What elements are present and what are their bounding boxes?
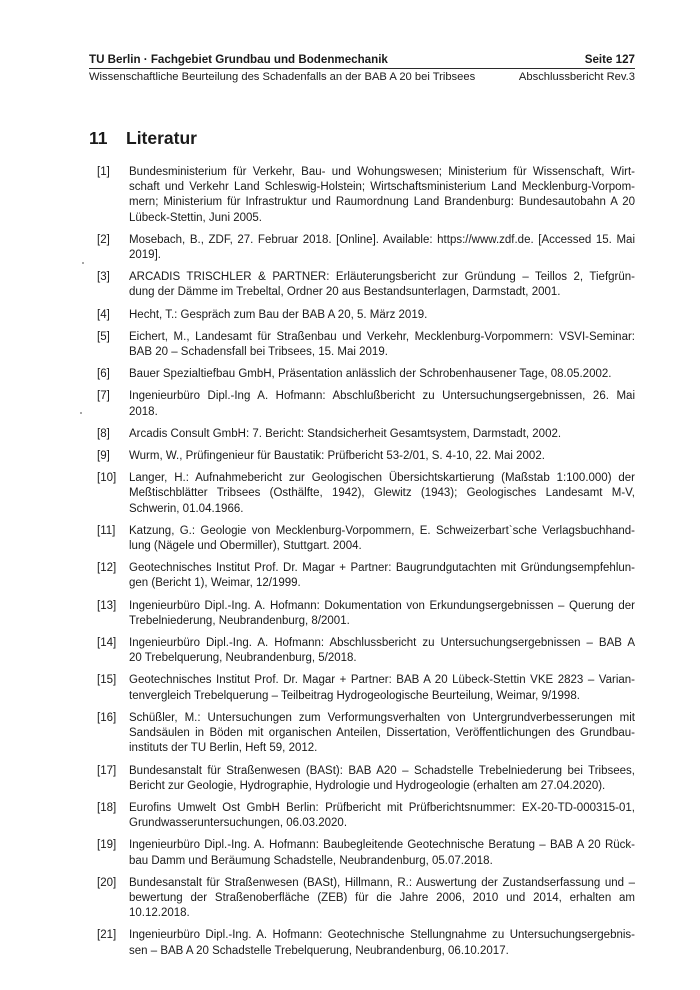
reference-label: [19] [97, 839, 117, 852]
reference-line: Bundesanstalt für Straßenwesen (BASt), Hillmann, R.: Auswertung der Zustandserfassung und – [129, 876, 635, 889]
reference-line: Schüßler, M.: Untersuchungen zum Verformungsverhalten von Untergrundverbesserungen mit [129, 711, 635, 724]
reference-label: [18] [97, 801, 117, 814]
reference-text [129, 524, 635, 554]
reference-label: [13] [97, 599, 117, 612]
reference-item [97, 599, 635, 629]
reference-line: Sandsäulen in Böden mit organischen Anteilen, Dissertation, Veröffentlichungen des Grundbau- [129, 727, 635, 740]
page-header [89, 52, 635, 84]
reference-label: [10] [97, 472, 117, 485]
reference-text [129, 308, 635, 323]
reference-line: Arcadis Consult GmbH: 7. Bericht: Standsicherheit Gesamtsystem, Darmstadt, 2002. [129, 427, 562, 440]
reference-item [97, 449, 635, 464]
section-heading [89, 128, 197, 149]
reference-line: Eichert, M., Landesamt für Straßenbau und Verkehr, Mecklenburg-Vorpommern: VSVI-Seminar: [129, 330, 635, 343]
reference-line: dung der Dämme im Trebeltal, Ordner 20 aus Bestandsunterlagen, Darmstadt, 2001. [129, 286, 561, 299]
reference-item [97, 764, 635, 794]
reference-item [97, 389, 635, 419]
reference-line: Ingenieurbüro Dipl.-Ing. A. Hofmann: Abschlussbericht zu Untersuchungsergebnissen – BAB A [129, 637, 635, 650]
header-report-version: Abschlussbericht Rev.3 [518, 71, 635, 83]
reference-line: 2018. [129, 405, 158, 418]
reference-line: sen – BAB A 20 Schadstelle Trebelquerung, Neubrandenburg, 06.10.2017. [129, 944, 509, 957]
reference-label: [17] [97, 764, 117, 777]
reference-text [129, 711, 635, 757]
reference-label: [2] [97, 233, 110, 246]
reference-label: [21] [97, 929, 117, 942]
reference-item [97, 838, 635, 868]
reference-line: instituts der TU Berlin, Heft 59, 2012. [129, 742, 318, 755]
reference-line: Ingenieurbüro Dipl.-Ing A. Hofmann: Abschlußbericht zu Untersuchungsergebnissen, 26. Mai [129, 390, 635, 403]
reference-label: [12] [97, 562, 117, 575]
reference-line: Bauer Spezialtiefbau GmbH, Präsentation anlässlich der Schrobenhausener Tage, 08.05.2002. [129, 368, 612, 381]
reference-text [129, 561, 635, 591]
reference-line: BAB 20 – Schadensfall bei Tribsees, 15. Mai 2019. [129, 346, 388, 359]
scan-artifact [80, 412, 82, 414]
reference-text [129, 801, 635, 831]
reference-item [97, 270, 635, 300]
reference-list [97, 165, 635, 966]
reference-text [129, 471, 635, 517]
reference-line: ARCADIS TRISCHLER & PARTNER: Erläuterungsbericht zur Gründung – Teillos 2, Tiefgrün- [129, 271, 635, 284]
reference-line: mern; Ministerium für Infrastruktur und Raumordnung Land Brandenburg: Bundesautobahn A 20 [129, 196, 635, 209]
reference-line: gen (Bericht 1), Weimar, 12/1999. [129, 577, 301, 590]
reference-line: Ingenieurbüro Dipl.-Ing. A. Hofmann: Geotechnische Stellungnahme zu Untersuchungsergebnis- [129, 929, 635, 942]
reference-label: [6] [97, 368, 110, 381]
reference-item [97, 876, 635, 922]
header-page-number: Seite 127 [584, 53, 635, 66]
reference-label: [14] [97, 637, 117, 650]
reference-line: Bundesministerium für Verkehr, Bau- und Wohungswesen; Ministerium für Wissenschaft, Wirt- [129, 166, 635, 178]
reference-item [97, 711, 635, 757]
section-number: 11 [89, 128, 108, 148]
reference-line: Hecht, T.: Gespräch zum Bau der BAB A 20, 5. März 2019. [129, 308, 428, 321]
reference-line: Schwerin, 01.04.1966. [129, 502, 244, 515]
reference-item [97, 673, 635, 703]
reference-line: lung (Nägele und Obermiller), Stuttgart. 2004. [129, 540, 362, 553]
reference-label: [8] [97, 427, 110, 440]
reference-item [97, 561, 635, 591]
reference-line: Mosebach, B., ZDF, 27. Februar 2018. [Online]. Available: https://www.zdf.de. [Accessed 15. Mai [129, 233, 635, 246]
reference-line: Lübeck-Stettin, Juni 2005. [129, 211, 262, 224]
reference-item [97, 928, 635, 958]
reference-text [129, 165, 635, 226]
section-title: Literatur [126, 128, 197, 148]
reference-label: [11] [97, 524, 116, 537]
reference-label: [16] [97, 711, 117, 724]
reference-item [97, 233, 635, 263]
reference-text [129, 367, 635, 382]
reference-text [129, 270, 635, 300]
reference-label: [5] [97, 330, 110, 343]
reference-line: Trebelniederung, Neubrandenburg, 8/2001. [129, 614, 350, 627]
reference-line: tenvergleich Trebelquerung – Teilbeitrag Hydrogeologische Beurteilung, Weimar, 9/1998. [129, 689, 580, 702]
reference-item [97, 471, 635, 517]
reference-text [129, 838, 635, 868]
reference-text [129, 764, 635, 794]
reference-line: Meßtischblätter Tribsees (Osthälfte, 1942), Glewitz (1943); Geologisches Landesamt M-V, [129, 487, 635, 500]
reference-item [97, 165, 635, 226]
reference-label: [9] [97, 450, 110, 463]
reference-item [97, 330, 635, 360]
reference-line: 20 Trebelquerung, Neubrandenburg, 5/2018. [129, 652, 357, 665]
reference-line: Geotechnisches Institut Prof. Dr. Magar + Partner: BAB A 20 Lübeck-Stettin VKE 2823 – Varian- [129, 674, 635, 687]
reference-line: Geotechnisches Institut Prof. Dr. Magar + Partner: Baugrundgutachten mit Gründungsempfehlun- [129, 562, 635, 575]
reference-item [97, 427, 635, 442]
reference-line: Wurm, W., Prüfingenieur für Baustatik: Prüfbericht 53-2/01, S. 4-10, 22. Mai 2002. [129, 450, 545, 463]
reference-text [129, 876, 635, 922]
reference-text [129, 389, 635, 419]
reference-label: [1] [97, 166, 110, 178]
reference-label: [7] [97, 390, 110, 403]
reference-line: Ingenieurbüro Dipl.-Ing. A. Hofmann: Baubegleitende Geotechnische Beratung – BAB A 20 Rück- [129, 839, 635, 852]
reference-line: Bericht zur Geologie, Hydrographie, Hydrologie und Hydrogeologie (erhalten am 27.04.2020). [129, 779, 606, 792]
reference-line: schaft und Verkehr Land Schleswig-Holstein; Wirtschaftsministerium Land Mecklenburg-Vorpom- [129, 181, 635, 194]
reference-text [129, 928, 635, 958]
header-rule [89, 68, 635, 69]
reference-line: bau Damm und Beräumung Schadstelle, Neubrandenburg, 05.07.2018. [129, 854, 493, 867]
reference-line: bewertung der Straßenoberfläche (ZEB) für die Jahre 2006, 2010 und 2014, erhalten am [129, 891, 635, 904]
reference-text [129, 330, 635, 360]
reference-label: [3] [97, 271, 110, 284]
reference-item [97, 636, 635, 666]
reference-text [129, 636, 635, 666]
reference-text [129, 449, 635, 464]
reference-line: Langer, H.: Aufnahmebericht zur Geologischen Übersichtskartierung (Maßstab 1:100.000) der [129, 472, 635, 485]
reference-line: 10.12.2018. [129, 907, 190, 920]
header-subtitle: Wissenschaftliche Beurteilung des Schadenfalls an der BAB A 20 bei Tribsees [89, 71, 476, 83]
reference-item [97, 308, 635, 323]
reference-item [97, 367, 635, 382]
reference-line: Bundesanstalt für Straßenwesen (BASt): BAB A20 – Schadstelle Trebelniederung bei Tribsees, [129, 764, 635, 777]
reference-text [129, 233, 635, 263]
reference-label: [4] [97, 308, 110, 321]
reference-line: 2019]. [129, 249, 161, 262]
reference-line: Eurofins Umwelt Ost GmbH Berlin: Prüfbericht mit Prüfberichtsnummer: EX-20-TD-000315-01, [129, 801, 635, 814]
reference-line: Grundwasseruntersuchungen, 06.03.2020. [129, 817, 348, 830]
reference-label: [15] [97, 674, 117, 687]
header-institution: TU Berlin · Fachgebiet Grundbau und Bodenmechanik [89, 53, 388, 66]
reference-line: Katzung, G.: Geologie von Mecklenburg-Vorpommern, E. Schweizerbart`sche Verlagsbuchhand- [129, 524, 635, 537]
reference-line: Ingenieurbüro Dipl.-Ing. A. Hofmann: Dokumentation von Erkundungsergebnissen – Querung der [129, 599, 635, 612]
reference-text [129, 599, 635, 629]
reference-item [97, 801, 635, 831]
reference-item [97, 524, 635, 554]
reference-text [129, 427, 635, 442]
reference-text [129, 673, 635, 703]
reference-label: [20] [97, 876, 117, 889]
scan-artifact [82, 262, 84, 264]
